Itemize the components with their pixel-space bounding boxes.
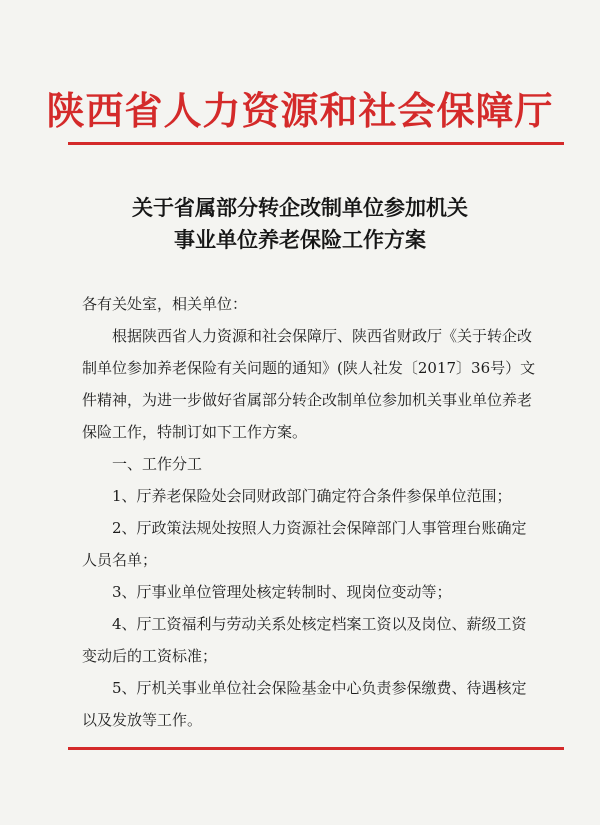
intro-paragraph: 根据陕西省人力资源和社会保障厅、陕西省财政厅《关于转企改制单位参加养老保险有关问题的通知》(陕人社发〔2017〕36号）文件精神，为进一步做好省属部分转企改制单位参加机关事业单位养老保险工作，特制订如下工作方案。 bbox=[82, 327, 536, 441]
list-item: 4、厅工资福利与劳动关系处核定档案工资以及岗位、薪级工资变动后的工资标准； bbox=[82, 615, 527, 665]
footer-red-rule bbox=[68, 747, 564, 750]
header-red-rule bbox=[68, 142, 564, 145]
document-body bbox=[82, 288, 540, 736]
list-item: 3、厅事业单位管理处核定转制时、现岗位变动等； bbox=[112, 583, 452, 601]
list-item: 1、厅养老保险处会同财政部门确定符合条件参保单位范围； bbox=[112, 487, 512, 505]
document-title-line-1: 关于省属部分转企改制单位参加机关 bbox=[132, 195, 468, 220]
document-title bbox=[0, 192, 600, 256]
list-item: 5、厅机关事业单位社会保险基金中心负责参保缴费、待遇核定以及发放等工作。 bbox=[82, 679, 527, 729]
issuing-organization-header: 陕西省人力资源和社会保障厅 bbox=[46, 88, 554, 133]
list-item: 2、厅政策法规处按照人力资源社会保障部门人事管理台账确定人员名单； bbox=[82, 519, 527, 569]
section-heading-work-division: 一、工作分工 bbox=[112, 455, 203, 473]
salutation: 各有关处室，相关单位： bbox=[82, 295, 248, 313]
document-title-line-2: 事业单位养老保险工作方案 bbox=[174, 227, 426, 252]
